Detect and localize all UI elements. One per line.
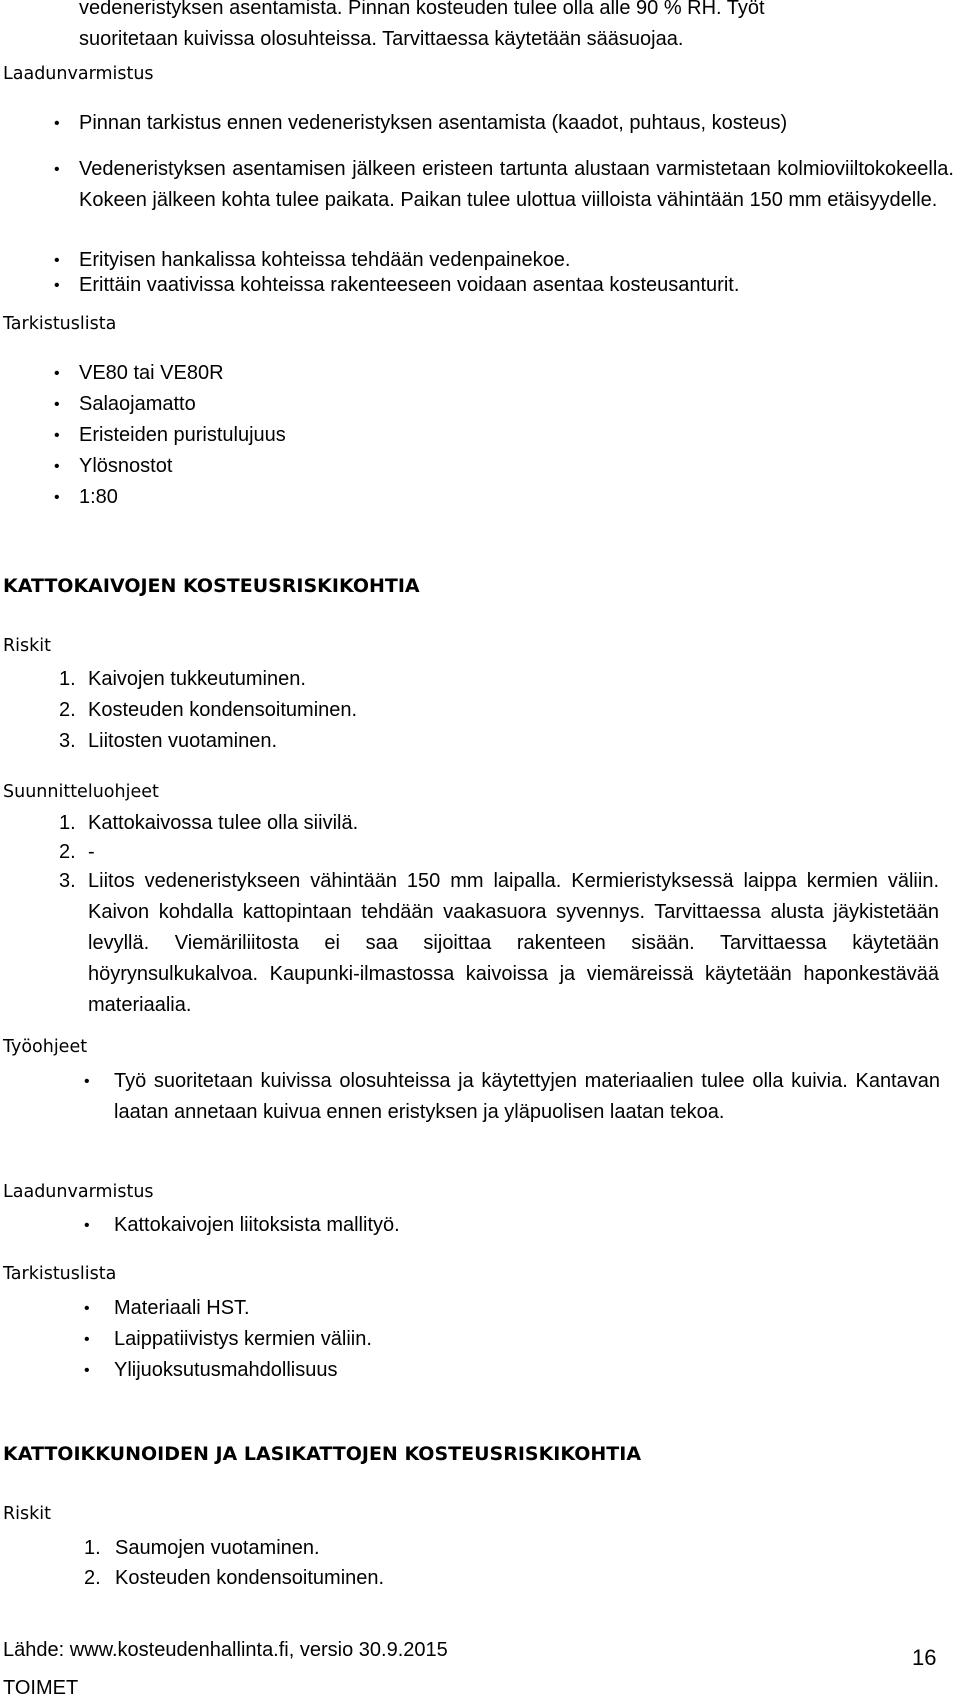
bullet-icon: • xyxy=(84,1362,90,1379)
bullet-icon: • xyxy=(54,458,60,475)
list-item: • Työ suoritetaan kuivissa olosuhteissa ja käytettyjen materiaalien tulee olla kuivia. Kantavan laatan annetaan kuivua ennen eristyksen ja yläpuolisen laatan tekoa. xyxy=(84,1066,940,1128)
bullet-icon: • xyxy=(54,115,60,132)
numbered-item: 1. Kaivojen tukkeutuminen. xyxy=(59,668,306,690)
list-item: • Laippatiivistys kermien väliin. xyxy=(84,1324,372,1355)
laadunvarmistus-heading: Laadunvarmistus xyxy=(3,64,154,84)
intro-line-1: vedeneristyksen asentamista. Pinnan kosteuden tulee olla alle 90 % RH. Työt xyxy=(79,0,765,19)
list-item: • Eristeiden puristulujuus xyxy=(54,420,286,451)
numbered-item: 3. Liitos vedeneristykseen vähintään 150 mm laipalla. Kermieristyksessä laippa kermien väliin. Kaivon kohdalla kattopintaan tehdään vaakasuora syvennys. Tarvittaessa alusta jäykistetään levyllä. Viemäriliitosta ei saa sijoittaa rakenteen sisään. Tarvittaessa käytetään höyrynsulkukalvoa. Kaupunki-ilmastossa kaivoissa ja viemäreissä käytetään haponkestävää materiaalia. xyxy=(59,870,939,1016)
bullet-icon: • xyxy=(84,1073,90,1090)
riskit-heading: Riskit xyxy=(3,636,51,656)
tarkistuslista-heading: Tarkistuslista xyxy=(3,314,117,334)
page-number: 16 xyxy=(912,1645,937,1670)
list-item: • Vedeneristyksen asentamisen jälkeen eristeen tartunta alustaan varmistetaan kolmioviiltokokeella. Kokeen jälkeen kohta tulee paikata. Paikan tulee ulottua viilloista vähintään 150 mm etäisyydelle. xyxy=(54,154,954,216)
list-item: • Erittäin vaativissa kohteissa rakenteeseen voidaan asentaa kosteusanturit. xyxy=(54,270,954,301)
numbered-item: 1. Saumojen vuotaminen. xyxy=(84,1537,320,1559)
list-item: • Ylösnostot xyxy=(54,451,172,482)
list-item: • Pinnan tarkistus ennen vedeneristyksen asentamista (kaadot, puhtaus, kosteus) xyxy=(54,108,954,139)
bullet-icon: • xyxy=(84,1300,90,1317)
tyoohjeet-heading: Työohjeet xyxy=(3,1037,88,1057)
bullet-icon: • xyxy=(54,365,60,382)
footer-cut-text: TOIMET xyxy=(3,1677,79,1699)
numbered-item: 1. Kattokaivossa tulee olla siivilä. xyxy=(59,812,359,834)
list-item: • VE80 tai VE80R xyxy=(54,358,224,389)
bullet-icon: • xyxy=(84,1217,90,1234)
list-item: • Erityisen hankalissa kohteissa tehdään vedenpainekoe. xyxy=(54,245,954,276)
bullet-icon: • xyxy=(54,396,60,413)
bullet-icon: • xyxy=(84,1331,90,1348)
bullet-icon: • xyxy=(54,427,60,444)
section-title-kattoikkunat: KATTOIKKUNOIDEN JA LASIKATTOJEN KOSTEUSRISKIKOHTIA xyxy=(3,1443,642,1465)
intro-line-2: suoritetaan kuivissa olosuhteissa. Tarvittaessa käytetään sääsuojaa. xyxy=(79,28,684,50)
riskit-heading: Riskit xyxy=(3,1504,51,1524)
list-item: • Kattokaivojen liitoksista mallityö. xyxy=(84,1210,400,1241)
section-title-kattokaivot: KATTOKAIVOJEN KOSTEUSRISKIKOHTIA xyxy=(3,575,420,597)
bullet-icon: • xyxy=(54,161,60,178)
footer-source: Lähde: www.kosteudenhallinta.fi, versio 30.9.2015 xyxy=(3,1639,448,1661)
bullet-icon: • xyxy=(54,277,60,294)
list-item: • 1:80 xyxy=(54,482,118,513)
tarkistuslista-heading: Tarkistuslista xyxy=(3,1264,117,1284)
numbered-item: 2. - xyxy=(59,841,95,863)
numbered-item: 2. Kosteuden kondensoituminen. xyxy=(84,1567,385,1589)
list-item: • Ylijuoksutusmahdollisuus xyxy=(84,1355,337,1386)
suunnitteluohjeet-heading: Suunnitteluohjeet xyxy=(3,782,159,802)
numbered-item: 3. Liitosten vuotaminen. xyxy=(59,730,278,752)
bullet-icon: • xyxy=(54,489,60,506)
list-item: • Materiaali HST. xyxy=(84,1293,250,1324)
numbered-item: 2. Kosteuden kondensoituminen. xyxy=(59,699,358,721)
list-item: • Salaojamatto xyxy=(54,389,196,420)
bullet-icon: • xyxy=(54,252,60,269)
laadunvarmistus-heading: Laadunvarmistus xyxy=(3,1182,154,1202)
